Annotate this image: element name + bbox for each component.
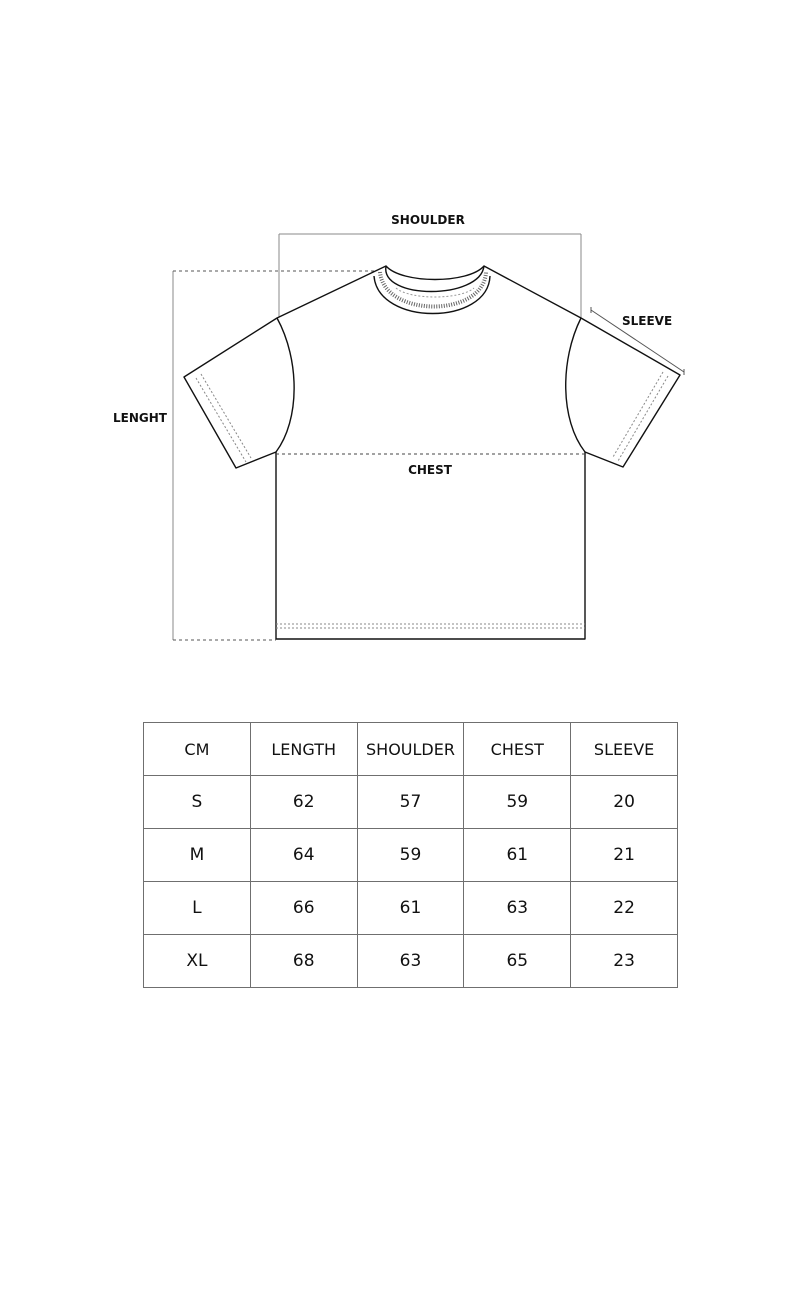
table-cell: 59 [357,829,464,882]
chest-label: CHEST [408,463,452,477]
table-cell: 62 [250,776,357,829]
table-row [144,776,678,829]
table-cell: 63 [464,882,571,935]
table-row [144,829,678,882]
size-chart-table [143,722,678,988]
length-label: LENGHT [113,411,167,425]
header-cell: CHEST [464,723,571,776]
table-cell: 61 [464,829,571,882]
table-cell: 66 [250,882,357,935]
shoulder-label: SHOULDER [391,213,465,227]
table-cell: 59 [464,776,571,829]
table-cell: 61 [357,882,464,935]
sleeve-label: SLEEVE [622,314,673,328]
table-cell: 23 [571,935,678,988]
table-row [144,935,678,988]
header-cell: SHOULDER [357,723,464,776]
table-cell: 65 [464,935,571,988]
size-cell: XL [144,935,251,988]
table-cell: 63 [357,935,464,988]
size-cell: S [144,776,251,829]
header-cell: SLEEVE [571,723,678,776]
header-cell: CM [144,723,251,776]
table-cell: 64 [250,829,357,882]
tshirt-body [184,266,680,639]
size-cell: L [144,882,251,935]
table-row [144,882,678,935]
table-cell: 68 [250,935,357,988]
table-cell: 22 [571,882,678,935]
tshirt-outline [184,266,680,639]
table-header-row [144,723,678,776]
size-cell: M [144,829,251,882]
table-cell: 20 [571,776,678,829]
table-cell: 21 [571,829,678,882]
header-cell: LENGTH [250,723,357,776]
table-cell: 57 [357,776,464,829]
